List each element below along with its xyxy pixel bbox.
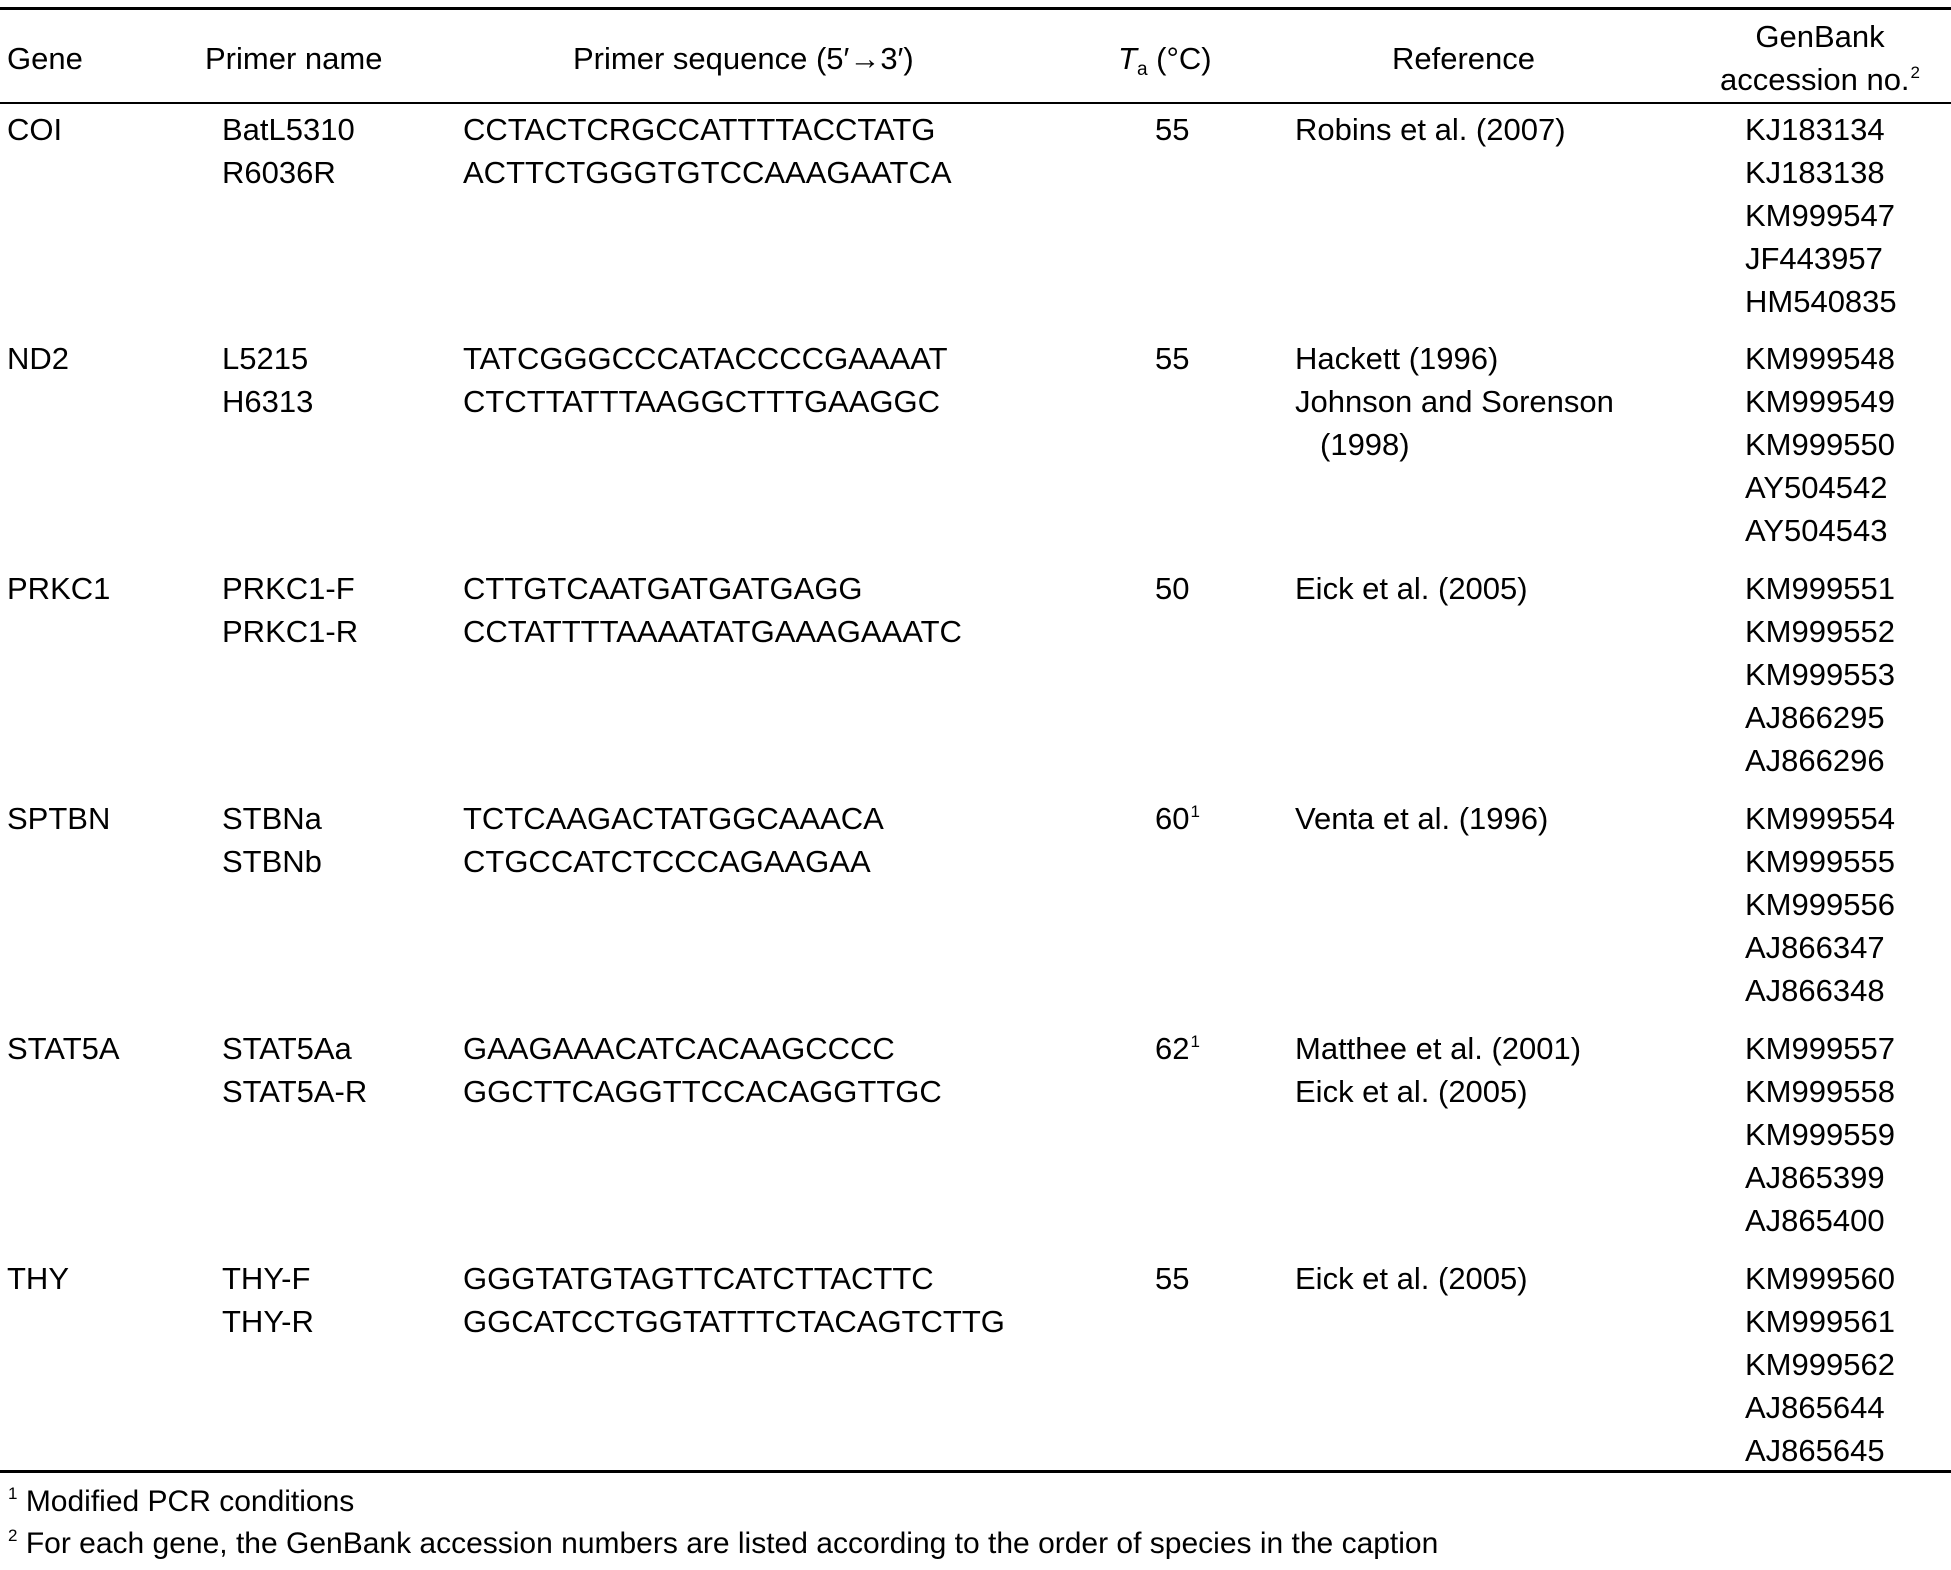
bottom-rule (0, 1470, 1951, 1473)
cell-primer-sequence-line: ACTTCTGGGTGTCCAAAGAATCA (463, 155, 952, 190)
cell-primer-name-line: STAT5Aa (222, 1031, 352, 1066)
cell-primer-sequence (463, 108, 952, 194)
footnote-text: Modified PCR conditions (25, 1485, 355, 1518)
cell-accession-line: AJ866347 (1745, 930, 1885, 965)
ta-unit: (°C) (1156, 41, 1212, 76)
header-annealing-temp (1118, 37, 1212, 85)
header-genbank-line1: GenBank (1755, 19, 1885, 54)
ta-symbol: T (1118, 41, 1137, 76)
genbank-note-marker: 2 (1910, 63, 1921, 82)
ta-subscript: a (1136, 59, 1148, 80)
cell-primer-name-line: STAT5A-R (222, 1074, 368, 1109)
footnote-text: For each gene, the GenBank accession numbers are listed according to the order of species in the caption (25, 1527, 1439, 1560)
cell-primer-name-line: STBNb (222, 844, 322, 879)
cell-accession-line: AJ865400 (1745, 1203, 1885, 1238)
cell-annealing-temp (1155, 108, 1189, 151)
cell-gene: THY (7, 1261, 69, 1296)
cell-gene: COI (7, 112, 63, 147)
cell-primer-sequence (463, 567, 962, 653)
cell-primer-name-line: STBNa (222, 801, 322, 836)
cell-accession-line: KM999549 (1745, 384, 1895, 419)
cell-primer-name-line: PRKC1-R (222, 614, 359, 649)
cell-accession-line: JF443957 (1745, 241, 1883, 276)
cell-accession-line: AJ865399 (1745, 1160, 1885, 1195)
cell-accession-line: AJ866296 (1745, 743, 1885, 778)
header-primer-name: Primer name (205, 41, 383, 76)
cell-accession-line: AY504542 (1745, 470, 1888, 505)
cell-primer-name (222, 567, 358, 653)
cell-primer-name-line: R6036R (222, 155, 336, 190)
cell-annealing-temp (1155, 337, 1189, 380)
cell-accession-line: HM540835 (1745, 284, 1897, 319)
ta-value: 55 (1155, 1261, 1190, 1296)
cell-reference (1295, 1027, 1581, 1113)
cell-accession (1745, 1027, 1895, 1242)
cell-accession-line: KM999553 (1745, 657, 1895, 692)
cell-primer-name-line: H6313 (222, 384, 314, 419)
cell-primer-sequence-line: TCTCAAGACTATGGCAAACA (463, 801, 884, 836)
cell-accession-line: KM999554 (1745, 801, 1895, 836)
cell-reference-line: Eick et al. (2005) (1295, 1261, 1528, 1296)
cell-accession-line: KM999560 (1745, 1261, 1895, 1296)
cell-primer-sequence-line: TATCGGGCCCATACCCCGAAAAT (463, 341, 948, 376)
cell-accession-line: AY504543 (1745, 513, 1888, 548)
cell-accession-line: AJ866348 (1745, 973, 1885, 1008)
cell-primer-name-line: L5215 (222, 341, 309, 376)
cell-primer-sequence-line: CTGCCATCTCCCAGAAGAA (463, 844, 871, 879)
cell-accession-line: AJ866295 (1745, 700, 1885, 735)
cell-primer-name-line: PRKC1-F (222, 571, 355, 606)
cell-accession-line: AJ865644 (1745, 1390, 1885, 1425)
ta-value: 55 (1155, 341, 1190, 376)
cell-annealing-temp (1155, 567, 1189, 610)
header-rule (0, 102, 1951, 104)
cell-primer-sequence (463, 1027, 942, 1113)
cell-primer-name-line: THY-R (222, 1304, 314, 1339)
cell-primer-sequence-line: CCTACTCRGCCATTTTACCTATG (463, 112, 936, 147)
cell-gene: ND2 (7, 341, 70, 376)
cell-primer-name (222, 1027, 367, 1113)
cell-primer-sequence-line: GGCATCCTGGTATTTCTACAGTCTTG (463, 1304, 1005, 1339)
cell-reference-line: Eick et al. (2005) (1295, 571, 1528, 606)
ta-value: 55 (1155, 112, 1190, 147)
cell-reference (1295, 1257, 1528, 1300)
cell-reference-line: Johnson and Sorenson (1295, 384, 1614, 419)
cell-primer-name (222, 337, 313, 423)
ta-footnote-marker: 1 (1190, 1032, 1200, 1051)
cell-accession-line: KM999552 (1745, 614, 1895, 649)
cell-annealing-temp (1155, 1257, 1189, 1300)
cell-reference (1295, 337, 1614, 466)
cell-primer-sequence-line: GAAGAAACATCACAAGCCCC (463, 1031, 895, 1066)
cell-accession (1745, 108, 1897, 323)
cell-accession-line: KM999559 (1745, 1117, 1895, 1152)
cell-accession-line: KM999547 (1745, 198, 1895, 233)
cell-primer-sequence (463, 797, 884, 883)
cell-accession-line: KM999561 (1745, 1304, 1895, 1339)
header-genbank (1700, 15, 1940, 106)
cell-reference-line: Matthee et al. (2001) (1295, 1031, 1582, 1066)
cell-reference-line: (1998) (1320, 427, 1410, 462)
cell-reference-line: Robins et al. (2007) (1295, 112, 1566, 147)
cell-reference-line: Eick et al. (2005) (1295, 1074, 1528, 1109)
cell-accession-line: KM999551 (1745, 571, 1895, 606)
ta-value: 62 (1155, 1031, 1190, 1066)
cell-primer-name-line: THY-F (222, 1261, 311, 1296)
cell-accession (1745, 797, 1895, 1012)
header-gene: Gene (7, 41, 83, 76)
cell-primer-name-line: BatL5310 (222, 112, 355, 147)
ta-value: 50 (1155, 571, 1190, 606)
cell-primer-sequence (463, 337, 948, 423)
ta-footnote-marker: 1 (1190, 802, 1200, 821)
cell-primer-name (222, 797, 322, 883)
cell-primer-sequence-line: CTCTTATTTAAGGCTTTGAAGGC (463, 384, 941, 419)
cell-accession-line: KM999550 (1745, 427, 1895, 462)
cell-accession-line: KJ183138 (1745, 155, 1885, 190)
cell-primer-name (222, 108, 355, 194)
cell-gene: SPTBN (7, 801, 111, 836)
top-rule (0, 7, 1951, 10)
footnote-marker: 1 (8, 1484, 18, 1503)
cell-accession-line: KM999548 (1745, 341, 1895, 376)
cell-annealing-temp (1155, 1027, 1200, 1075)
cell-accession-line: KM999562 (1745, 1347, 1895, 1382)
cell-accession-line: AJ865645 (1745, 1433, 1885, 1468)
cell-primer-sequence-line: GGGTATGTAGTTCATCTTACTTC (463, 1261, 934, 1296)
cell-reference (1295, 567, 1528, 610)
cell-accession (1745, 1257, 1895, 1472)
cell-accession (1745, 337, 1895, 552)
footnote-marker: 2 (8, 1526, 18, 1545)
cell-accession-line: KM999556 (1745, 887, 1895, 922)
ta-value: 60 (1155, 801, 1190, 836)
cell-primer-name (222, 1257, 314, 1343)
cell-primer-sequence-line: CCTATTTTAAAATATGAAAGAAATC (463, 614, 962, 649)
cell-reference (1295, 108, 1566, 151)
cell-primer-sequence-line: CTTGTCAATGATGATGAGG (463, 571, 863, 606)
cell-reference (1295, 797, 1548, 840)
cell-gene: PRKC1 (7, 571, 111, 606)
cell-primer-sequence (463, 1257, 1005, 1343)
cell-annealing-temp (1155, 797, 1200, 845)
cell-accession-line: KM999557 (1745, 1031, 1895, 1066)
header-primer-sequence: Primer sequence (5′→3′) (573, 41, 914, 76)
header-reference: Reference (1392, 41, 1536, 76)
cell-accession-line: KJ183134 (1745, 112, 1885, 147)
footnote-1 (7, 1480, 354, 1528)
cell-gene: STAT5A (7, 1031, 120, 1066)
cell-accession-line: KM999555 (1745, 844, 1895, 879)
footnote-2 (7, 1522, 1438, 1570)
cell-reference-line: Hackett (1996) (1295, 341, 1499, 376)
cell-accession-line: KM999558 (1745, 1074, 1895, 1109)
cell-reference-line: Venta et al. (1996) (1295, 801, 1549, 836)
cell-accession (1745, 567, 1895, 782)
header-genbank-line2: accession no.$^2$ (1719, 62, 1921, 97)
cell-primer-sequence-line: GGCTTCAGGTTCCACAGGTTGC (463, 1074, 942, 1109)
